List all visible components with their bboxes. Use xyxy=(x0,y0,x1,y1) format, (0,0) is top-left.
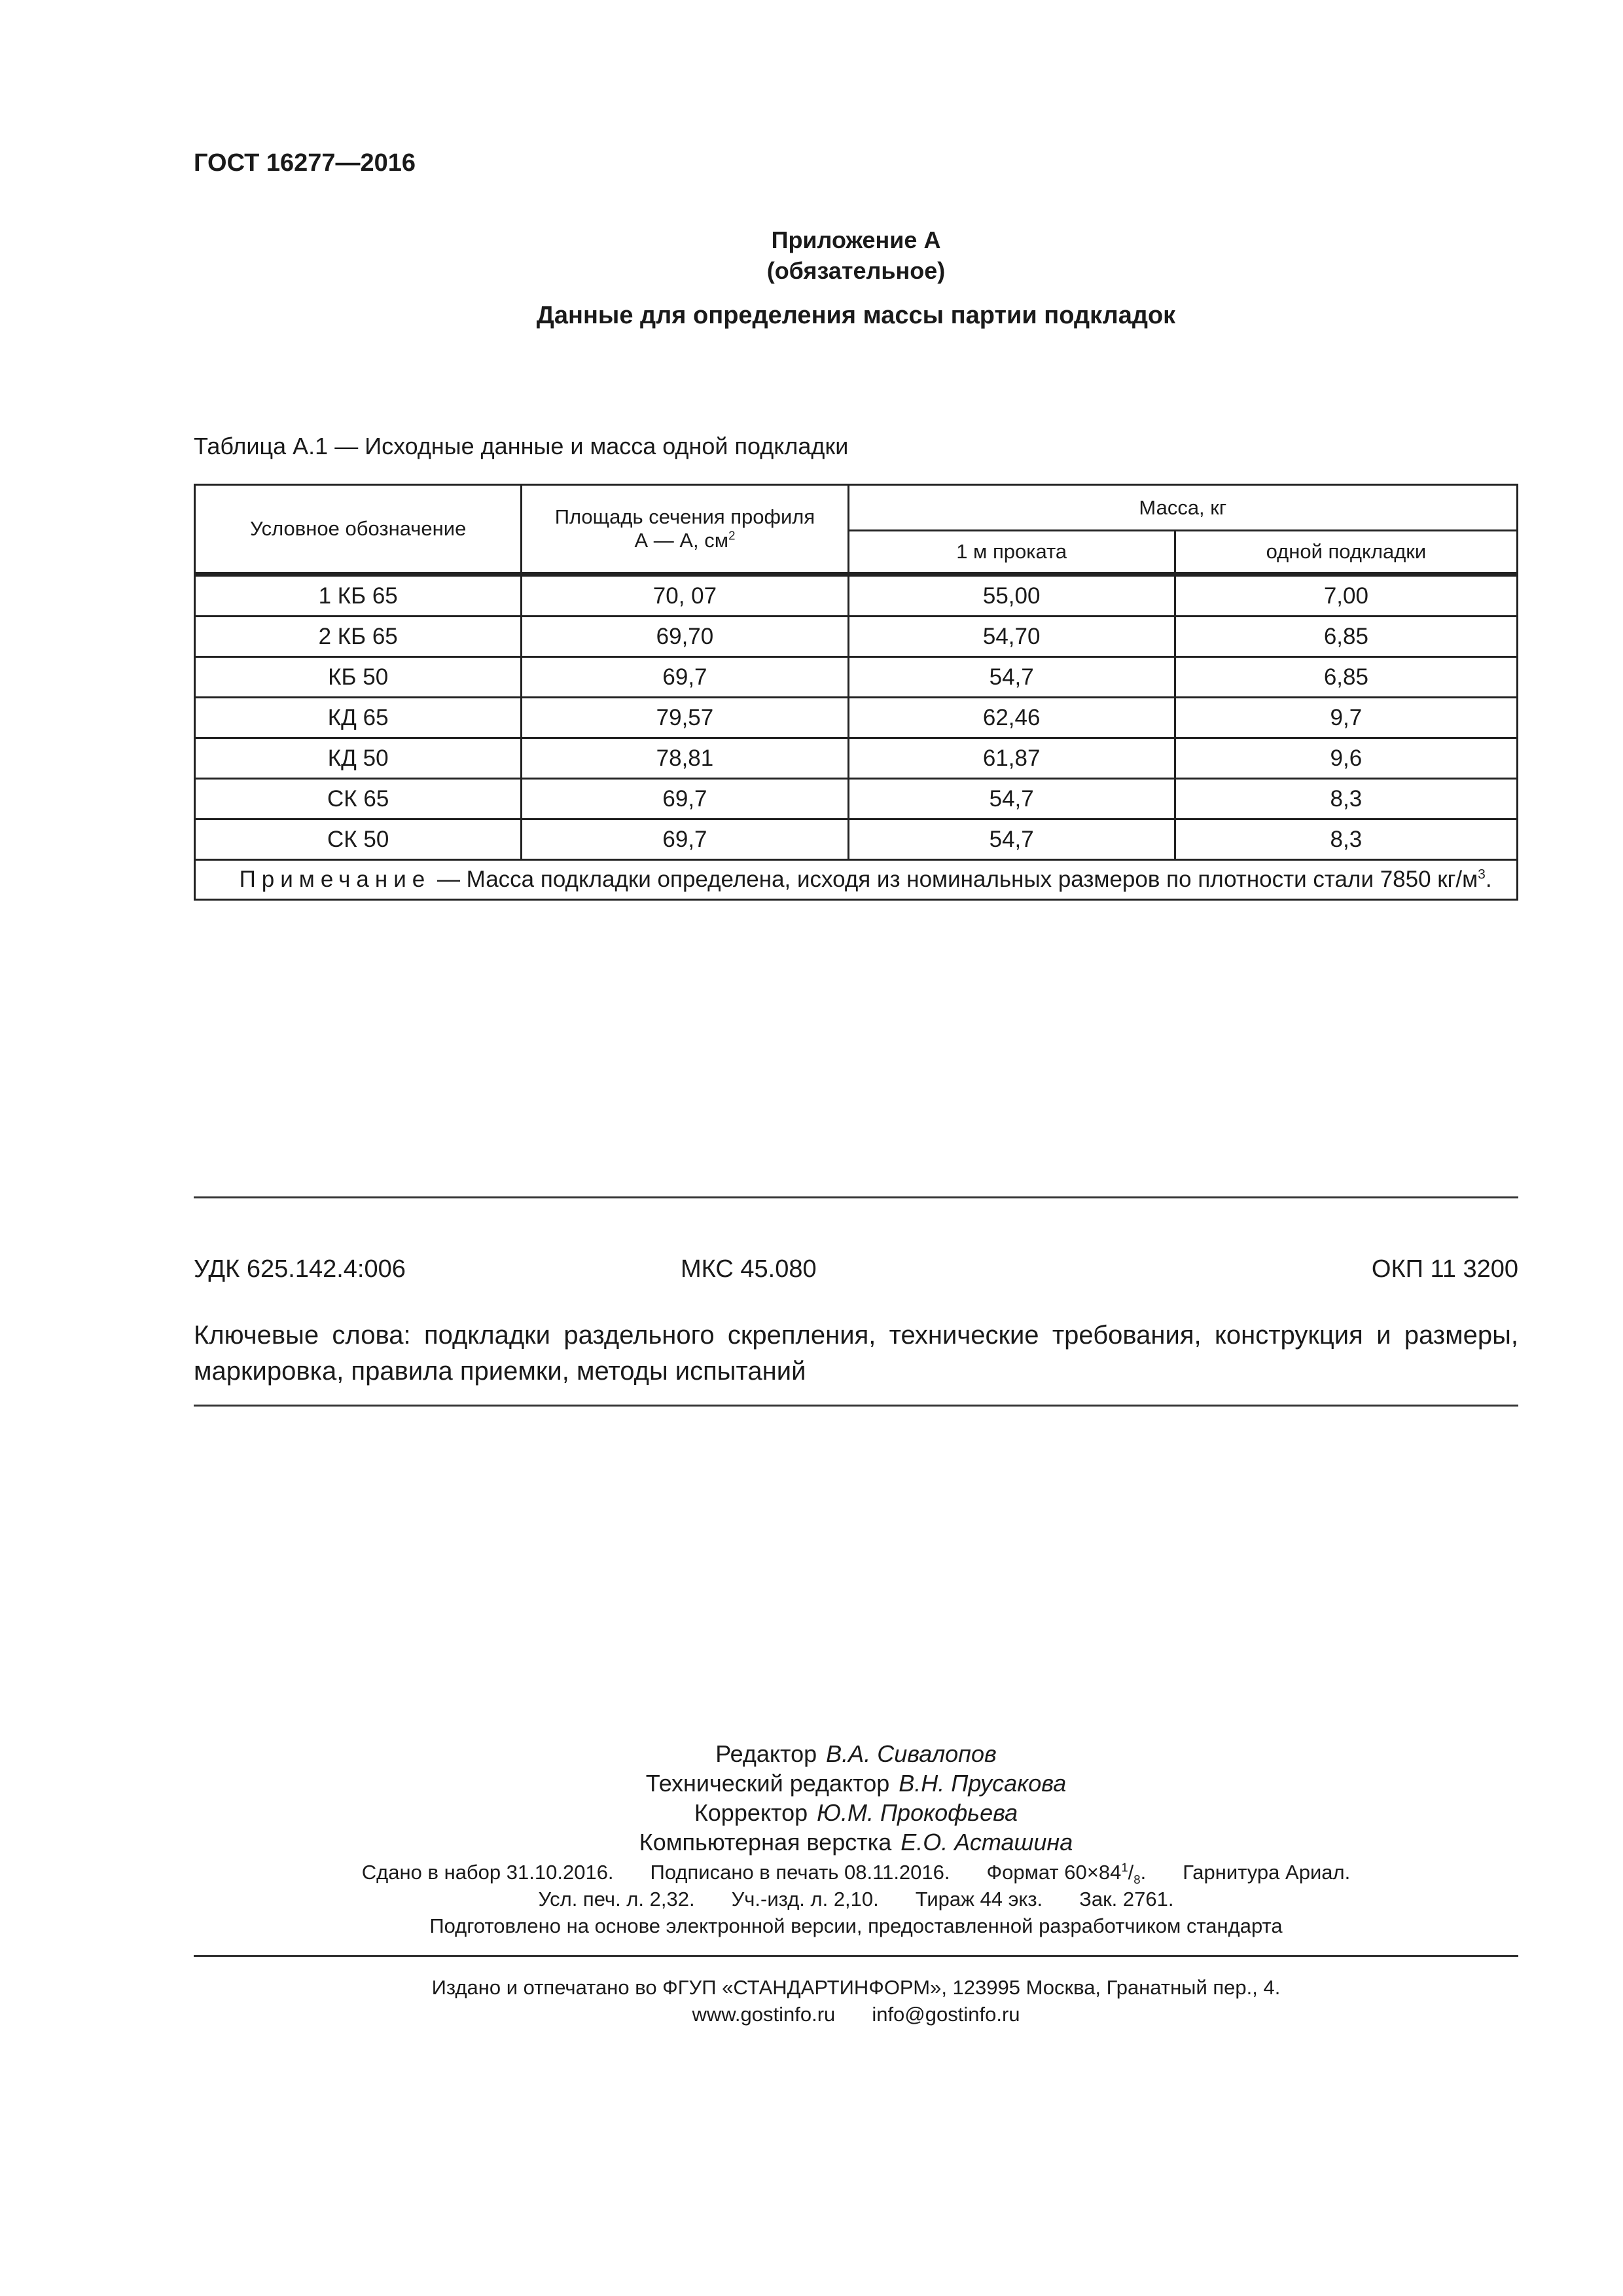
mass-data-table xyxy=(194,484,1518,901)
credits-block xyxy=(194,1739,1518,1857)
cell-area: 70, 07 xyxy=(522,575,848,617)
cell-per-piece: 8,3 xyxy=(1175,779,1517,819)
table-row xyxy=(195,657,1518,698)
cell-per-meter: 54,7 xyxy=(848,779,1175,819)
cell-per-piece: 8,3 xyxy=(1175,819,1517,860)
document-code: ГОСТ 16277—2016 xyxy=(194,149,416,177)
keywords: Ключевые слова: подкладки раздельного скрепления, технические требования, конструкция и размеры, маркировка, правила приемки, методы испытаний xyxy=(194,1321,1518,1386)
cell-area: 69,7 xyxy=(522,657,848,698)
header-mass-per-piece: одной подкладки xyxy=(1175,531,1517,575)
publisher-contacts xyxy=(194,2001,1518,2028)
main-heading: Данные для определения массы партии подкладок xyxy=(536,302,1176,329)
cell-area: 69,7 xyxy=(522,819,848,860)
cell-area: 69,7 xyxy=(522,779,848,819)
cell-per-piece: 6,85 xyxy=(1175,657,1517,698)
print-info-prepared: Подготовлено на основе электронной версии, предоставленной разработчиком стандарта xyxy=(429,1914,1283,1937)
table-note: Примечание — Масса подкладки определена, исходя из номинальных размеров по плотности стали 7850 $кг/м^3$. xyxy=(195,860,1518,900)
table-row xyxy=(195,779,1518,819)
cell-per-meter: 62,46 xyxy=(848,698,1175,738)
website-link[interactable]: www.gostinfo.ru xyxy=(692,2003,836,2026)
note-label: Примечание xyxy=(239,867,431,892)
cell-designation: КБ 50 xyxy=(195,657,522,698)
header-mass-per-meter: 1 м проката xyxy=(848,531,1175,575)
cell-per-meter: 54,7 xyxy=(848,819,1175,860)
publisher-info: Издано и отпечатано во ФГУП «СТАНДАРТИНФОРМ», 123995 Москва, Гранатный пер., 4. xyxy=(431,1976,1281,1999)
cell-per-piece: 9,6 xyxy=(1175,738,1517,779)
credit-tech-editor: Технический редактор В.Н. Прусакова xyxy=(645,1770,1067,1797)
okp-code: ОКП 11 3200 xyxy=(1371,1255,1518,1283)
appendix-title: Приложение А xyxy=(771,226,941,253)
table-body xyxy=(195,575,1518,860)
divider-bottom xyxy=(194,1955,1518,1957)
cell-designation: 1 КБ 65 xyxy=(195,575,522,617)
divider-top xyxy=(194,1196,1518,1198)
table-row xyxy=(195,698,1518,738)
credit-editor: Редактор В.А. Сивалопов xyxy=(715,1740,997,1767)
cell-per-meter: 55,00 xyxy=(848,575,1175,617)
cell-per-meter: 61,87 xyxy=(848,738,1175,779)
cell-designation: СК 50 xyxy=(195,819,522,860)
table-row xyxy=(195,819,1518,860)
table-row xyxy=(195,575,1518,617)
credit-layout: Компьютерная верстка Е.О. Асташина xyxy=(639,1829,1073,1856)
print-info-line2: Усл. печ. л. 2,32. Уч.-изд. л. 2,10. Тираж 44 экз. Зак. 2761. xyxy=(538,1888,1174,1910)
header-mass-group: Масса, кг xyxy=(848,485,1517,531)
cell-designation: 2 КБ 65 xyxy=(195,617,522,657)
email-link[interactable]: info@gostinfo.ru xyxy=(872,2003,1020,2026)
cell-per-meter: 54,7 xyxy=(848,657,1175,698)
cell-designation: СК 65 xyxy=(195,779,522,819)
cell-area: 69,70 xyxy=(522,617,848,657)
print-info-line1: Сдано в набор 31.10.2016. Подписано в печать 08.11.2016. Формат $60\times 84^1/_8$. Гарнитура Ариал. xyxy=(361,1860,1351,1887)
cell-area: 79,57 xyxy=(522,698,848,738)
divider-middle xyxy=(194,1405,1518,1407)
table-row xyxy=(195,617,1518,657)
cell-per-piece: 9,7 xyxy=(1175,698,1517,738)
appendix-status: (обязательное) xyxy=(766,257,946,284)
cell-per-piece: 6,85 xyxy=(1175,617,1517,657)
cell-per-piece: 7,00 xyxy=(1175,575,1517,617)
cell-per-meter: 54,70 xyxy=(848,617,1175,657)
cell-area: 78,81 xyxy=(522,738,848,779)
credit-proofreader: Корректор Ю.М. Прокофьева xyxy=(694,1799,1018,1826)
table-caption: Таблица А.1 — Исходные данные и масса одной подкладки xyxy=(194,433,849,459)
cell-designation: КД 50 xyxy=(195,738,522,779)
header-designation: Условное обозначение xyxy=(195,485,522,575)
cell-designation: КД 65 xyxy=(195,698,522,738)
table-row xyxy=(195,738,1518,779)
udk-code: УДК 625.142.4:006 xyxy=(194,1255,406,1283)
header-area: Площадь сечения профиля А — А, $см^2$ xyxy=(522,485,848,575)
mks-code: МКС 45.080 xyxy=(681,1255,817,1283)
